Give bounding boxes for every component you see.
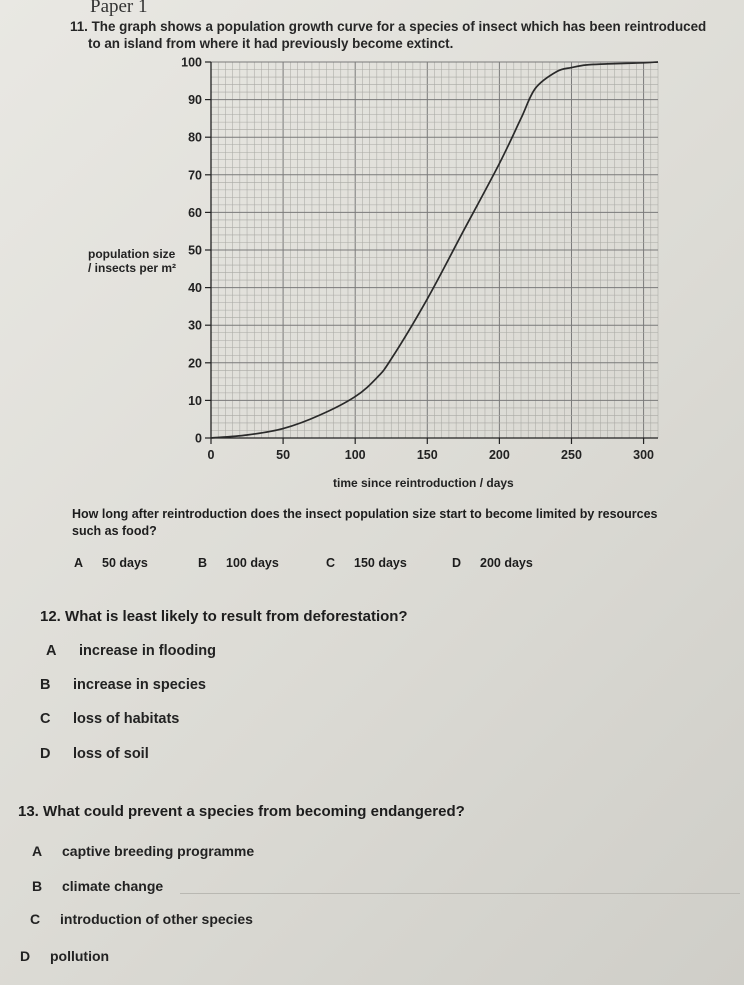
q11-option-b[interactable]: B 100 days: [198, 556, 279, 570]
question-11-prompt-line2: such as food?: [72, 524, 157, 538]
q11-option-c[interactable]: C 150 days: [326, 556, 407, 570]
y-tick-label: 100: [181, 55, 202, 70]
y-tick-label: 0: [195, 431, 202, 446]
x-tick-label: 50: [276, 448, 291, 462]
y-tick-label: 90: [188, 93, 202, 108]
x-tick-label: 150: [416, 448, 438, 462]
q13-option-d[interactable]: D pollution: [20, 948, 110, 964]
question-12-number: 12.: [40, 608, 61, 625]
answer-line: [180, 893, 740, 894]
x-tick-label: 250: [561, 448, 582, 462]
y-tick-label: 10: [188, 393, 202, 408]
q13-option-c[interactable]: C introduction of other species: [30, 911, 253, 927]
question-11-prompt-line1: How long after reintroduction does the insect population size start to become limited by resources: [72, 507, 658, 521]
y-axis-label-line1: population size: [88, 247, 176, 261]
question-11-prompt: [72, 506, 712, 540]
chart-tick-labels: [181, 56, 654, 463]
q12-option-c[interactable]: C loss of habitats: [40, 711, 180, 727]
y-tick-label: 50: [188, 243, 202, 258]
y-tick-label: 20: [188, 356, 202, 371]
y-tick-label: 60: [188, 205, 202, 220]
q12-option-a[interactable]: A increase in flooding: [46, 643, 216, 659]
q12-option-b[interactable]: B increase in species: [40, 677, 206, 693]
question-11-stem-line1: The graph shows a population growth curve for a species of insect which has been reintroduced: [91, 19, 707, 34]
question-11-stem-line2: to an island from where it had previously become extinct.: [88, 36, 454, 51]
x-axis-label: time since reintroduction / days: [333, 476, 514, 490]
question-13-text: What could prevent a species from becoming endangered?: [43, 803, 465, 820]
paper-label: Paper 1: [90, 0, 148, 17]
x-tick-label: 100: [344, 448, 366, 462]
y-axis-label: [88, 247, 176, 275]
q13-option-b[interactable]: B climate change: [32, 878, 164, 894]
question-11-number: 11.: [70, 19, 88, 34]
y-axis-label-line2: / insects per m²: [88, 261, 177, 275]
y-tick-label: 30: [188, 318, 202, 333]
question-13: [18, 803, 465, 820]
q12-option-d[interactable]: D loss of soil: [40, 746, 149, 762]
q13-option-a[interactable]: A captive breeding programme: [32, 843, 255, 859]
chart-axes: [205, 62, 658, 444]
question-12: [40, 608, 408, 625]
y-tick-label: 40: [188, 281, 202, 296]
x-tick-label: 300: [633, 448, 655, 462]
x-tick-label: 200: [488, 448, 510, 462]
q11-option-d[interactable]: D 200 days: [452, 556, 533, 570]
y-tick-label: 70: [188, 168, 202, 183]
question-12-text: What is least likely to result from deforestation?: [65, 608, 408, 625]
y-tick-label: 80: [188, 130, 202, 145]
q11-option-a[interactable]: A 50 days: [74, 556, 148, 570]
chart-grid: [211, 62, 658, 438]
question-13-number: 13.: [18, 803, 39, 820]
x-tick-label: 0: [207, 448, 215, 462]
